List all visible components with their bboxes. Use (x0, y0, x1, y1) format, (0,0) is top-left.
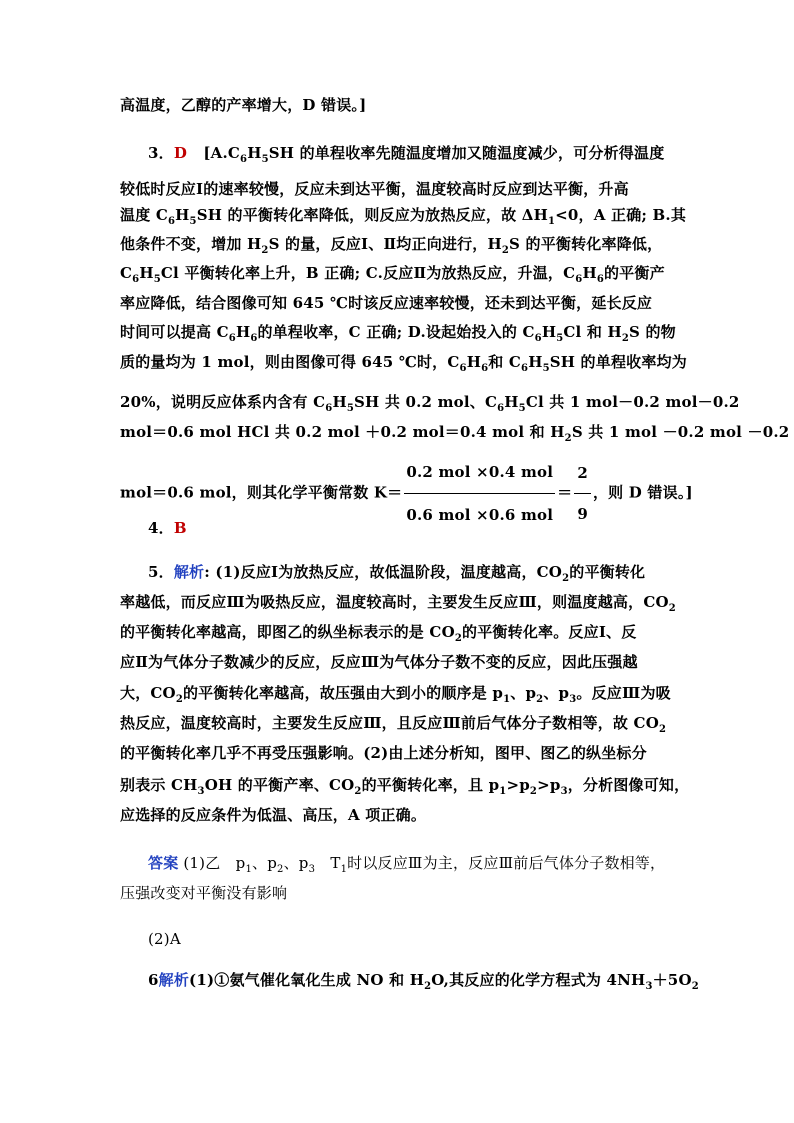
text-line: 质的量均为 1 mol，则由图像可得 645 ℃时，$C_6H_6$和 $C_6H_5SH$ 的单程收率均为 (120, 353, 687, 374)
text-line: 较低时反应Ⅰ的速率较慢，反应未到达平衡，温度较高时反应到达平衡，升高 (120, 180, 629, 198)
fraction-result: $\frac{2}{9}$ (574, 453, 591, 534)
analysis-label: 解析 (173, 563, 205, 581)
question-6-line: 6解析(1)①氨气催化氧化生成 NO 和 $H_2O$,其反应的化学方程式为 $4NH_3+5O_2$ (148, 971, 699, 992)
text-line: 的平衡转化率几乎不再受压强影响。(2)由上述分析知，图甲、图乙的纵坐标分 (120, 744, 647, 762)
text-line: 温度 $C_6H_5SH$ 的平衡转化率降低，则反应为放热反应，故 $\Delta H_1<0$，A 正确; B.其 (120, 206, 687, 227)
text-line: 率越低，而反应Ⅲ为吸热反应，温度较高时，主要发生反应Ⅲ，则温度越高，$CO_2$ (120, 593, 676, 614)
text-line: 热反应，温度较高时，主要发生反应Ⅲ，且反应Ⅲ前后气体分子数相等，故 $CO_2$ (120, 714, 667, 735)
equilibrium-constant-line: mol＝0.6 mol，则其化学平衡常数 K＝ $\frac{\text{0.2 mol ×0.4 mol}}{\text{0.6 mol ×0.6 mol}}$ ＝ $\frac{2}{9}$ ，则 D 错误。] (120, 452, 680, 496)
text-line: 他条件不变，增加 $H_2S$ 的量，反应Ⅰ、Ⅱ均正向进行，$H_2S$ 的平衡转化率降低， (120, 235, 663, 256)
question-5-line: 5．解析: (1)反应Ⅰ为放热反应，故低温阶段，温度越高，$CO_2$的平衡转化 (148, 563, 646, 584)
text-line: 应选择的反应条件为低温、高压，A 项正确。 (120, 806, 427, 824)
text-line: 大，$CO_2$的平衡转化率越高，故压强由大到小的顺序是 $p_1$、$p_2$、$p_3$。反应Ⅲ为吸 (120, 684, 671, 705)
answer-label: 答案 (148, 854, 179, 872)
text-line: 率应降低，结合图像可知 645 ℃时该反应速率较慢，还未到达平衡，延长反应 (120, 294, 653, 312)
text-line: $C_6H_5Cl$ 平衡转化率上升，B 正确; C.反应Ⅱ为放热反应，升温，$C_6H_6$的平衡产 (120, 264, 665, 285)
text-line: 应Ⅱ为气体分子数减少的反应，反应Ⅲ为气体分子数不变的反应，因此压强越 (120, 653, 638, 671)
text-line: (2)A (148, 930, 181, 948)
text-line: 时间可以提高 $C_6H_6$的单程收率，C 正确; D.设起始投入的 $C_6H_5Cl$ 和 $H_2S$ 的物 (120, 323, 676, 344)
fraction-expression: $\frac{\text{0.2 mol ×0.4 mol}}{\text{0.6 mol ×0.6 mol}}$ (404, 452, 555, 535)
text-line: 别表示 $CH_3OH$ 的平衡产率、$CO_2$的平衡转化率，且 $p_1>p_2>p_3$，分析图像可知， (120, 776, 690, 797)
text-line: mol＝0.6 mol HCl 共 0.2 mol ＋0.2 mol＝0.4 mol 和 $H_2S$ 共 1 mol －0.2 mol －0.2 (120, 423, 790, 444)
question-4-line: 4．B (148, 519, 187, 537)
text-line: 的平衡转化率越高，即图乙的纵坐标表示的是 $CO_2$的平衡转化率。反应Ⅰ、反 (120, 623, 637, 644)
answer-letter: B (173, 519, 187, 537)
text-line: 20%，说明反应体系内含有 $C_6H_5SH$ 共 0.2 mol、$C_6H_5Cl$ 共 1 mol－0.2 mol－0.2 (120, 393, 740, 414)
answer-line: 答案 (1)乙 $p_1$、$p_2$、$p_3$ $T_1$时以反应Ⅲ为主，反应Ⅲ前后气体分子数相等， (148, 854, 666, 875)
text-line: 压强改变对平衡没有影响 (120, 884, 288, 902)
text-line: 高温度，乙醇的产率增大，D 错误。] (120, 96, 367, 114)
analysis-label: 解析 (158, 971, 190, 989)
question-3-line: 3．D [$A.C_6H_5SH$ 的单程收率先随温度增加又随温度减少，可分析得温度 (148, 144, 665, 165)
answer-letter: D (173, 144, 188, 162)
